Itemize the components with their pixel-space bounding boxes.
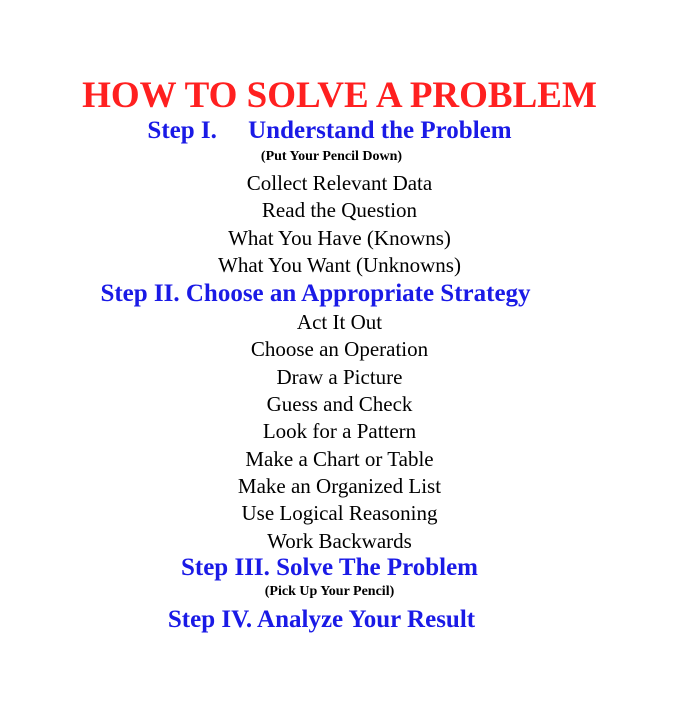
step3-heading: Step III. Solve The Problem xyxy=(180,554,479,581)
step2-item-4: Guess and Check xyxy=(266,392,413,416)
page-title: HOW TO SOLVE A PROBLEM xyxy=(82,75,597,116)
step1-item-3: What You Have (Knowns) xyxy=(228,226,451,250)
step1-note: (Put Your Pencil Down) xyxy=(260,149,403,164)
step2-heading: Step II. Choose an Appropriate Strategy xyxy=(100,280,531,307)
step3-note: (Pick Up Your Pencil) xyxy=(264,584,395,599)
step4-heading: Step IV. Analyze Your Result xyxy=(167,606,476,633)
step1-item-2: Read the Question xyxy=(261,198,418,222)
step2-item-1: Act It Out xyxy=(296,310,383,334)
step2-item-9: Work Backwards xyxy=(267,529,412,553)
step2-item-6: Make a Chart or Table xyxy=(245,447,434,471)
step1-item-4: What You Want (Unknowns) xyxy=(218,253,461,277)
step2-item-5: Look for a Pattern xyxy=(262,419,417,443)
step1-heading-text: Step I. Understand the Problem xyxy=(147,117,512,144)
step1-heading xyxy=(0,118,669,143)
step2-item-3: Draw a Picture xyxy=(276,365,403,389)
step2-item-8: Use Logical Reasoning xyxy=(241,501,438,525)
step2-item-7: Make an Organized List xyxy=(237,474,442,498)
step2-item-2: Choose an Operation xyxy=(250,337,429,361)
step1-item-1: Collect Relevant Data xyxy=(246,171,433,195)
